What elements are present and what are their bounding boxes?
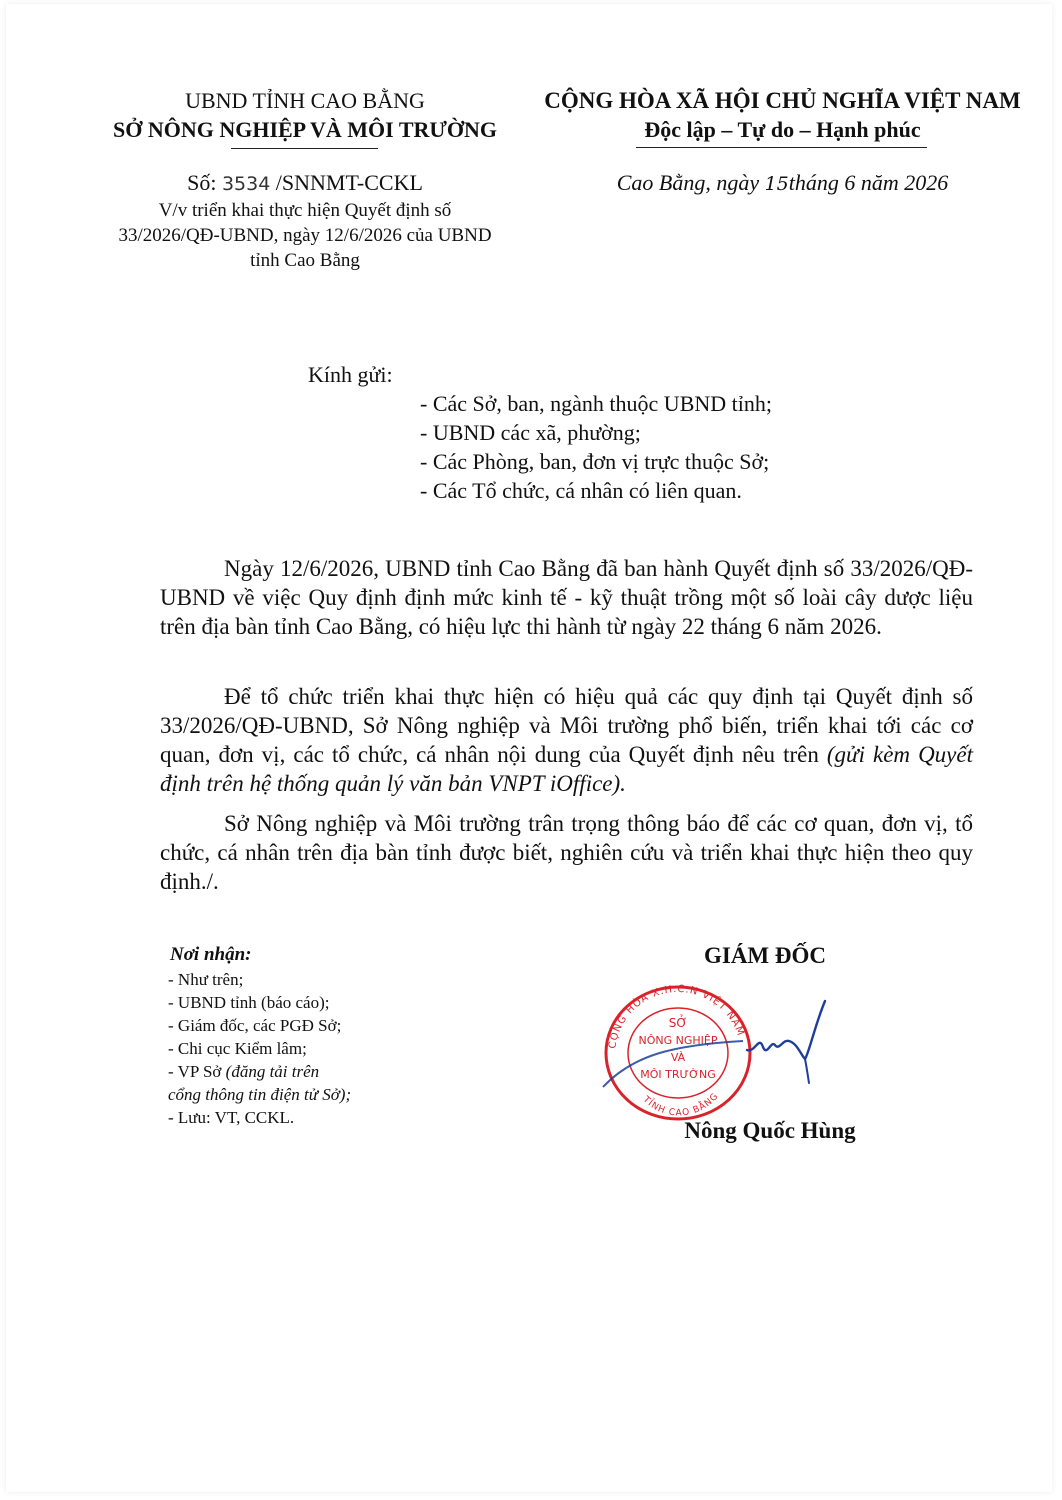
seal-line: VÀ <box>670 1051 686 1064</box>
org-parent: UBND TỈNH CAO BẰNG <box>185 88 425 113</box>
distribution-item: - Lưu: VT, CCKL. <box>168 1108 295 1127</box>
distribution-title: Nơi nhận: <box>170 944 252 965</box>
recipient-item: - Các Sở, ban, ngành thuộc UBND tỉnh; <box>420 391 772 416</box>
subject-line: 33/2026/QĐ-UBND, ngày 12/6/2026 của UBND <box>118 225 492 246</box>
body-paragraph-2 <box>160 682 973 798</box>
vp-note: cổng thông tin điện tử Sở); <box>168 1085 352 1104</box>
org-name: SỞ NÔNG NGHIỆP VÀ MÔI TRƯỜNG <box>112 117 498 142</box>
number-prefix: Số: <box>187 170 217 195</box>
vp-note: (đăng tải trên <box>225 1062 320 1081</box>
org-underline <box>231 148 378 149</box>
motto: Độc lập – Tự do – Hạnh phúc <box>644 117 921 142</box>
seal-outer-text: CỘNG HÒA X.H.C.N VIỆT NAM <box>607 983 747 1050</box>
distribution-item: - UBND tỉnh (báo cáo); <box>168 993 330 1012</box>
signer-title: GIÁM ĐỐC <box>703 943 827 968</box>
recipient-item: - UBND các xã, phường; <box>420 420 641 445</box>
official-seal-icon <box>593 975 763 1125</box>
recipient-item: - Các Phòng, ban, đơn vị trực thuộc Sở; <box>420 449 770 474</box>
seal-bottom-text: TỈNH CAO BẰNG <box>640 1091 721 1119</box>
vp-prefix: - VP Sở <box>168 1062 226 1081</box>
paragraph-italic-note: (gửi kèm Quyết định trên hệ thống quản lý văn bản VNPT iOffice). <box>160 742 973 796</box>
paragraph-text: Để tổ chức triển khai thực hiện có hiệu quả các quy định tại Quyết định số 33/2026/QĐ-UBND, Sở Nông nghiệp và Môi trường phổ biến, triển khai tới các cơ quan, đơn vị, các tổ chức, cá nhân nội dung của Quyết định nêu trên <box>160 684 973 767</box>
date-day: 15 <box>764 173 789 195</box>
motto-underline <box>636 147 927 148</box>
date-prefix: Cao Bằng, ngày <box>616 170 760 195</box>
recipient-item: - Các Tổ chức, cá nhân có liên quan. <box>420 478 742 503</box>
subject-line: V/v triển khai thực hiện Quyết định số <box>158 200 452 221</box>
seal-line: MÔI TRƯỜNG <box>640 1068 716 1081</box>
seal-line: NÔNG NGHIỆP <box>638 1034 718 1047</box>
seal-line: SỞ <box>668 1016 688 1030</box>
country-name: CỘNG HÒA XÃ HỘI CHỦ NGHĨA VIỆT NAM <box>544 88 1021 113</box>
distribution-item <box>168 1062 319 1082</box>
date-suffix: tháng 6 năm 2026 <box>788 170 949 195</box>
body-paragraph-1: Ngày 12/6/2026, UBND tỉnh Cao Bằng đã ban hành Quyết định số 33/2026/QĐ-UBND về việc Quy định định mức kinh tế - kỹ thuật trồng một số loài cây dược liệu trên địa bàn tỉnh Cao Bằng, có hiệu lực thi hành từ ngày 22 tháng 6 năm 2026. <box>160 556 973 639</box>
subject-line: tỉnh Cao Bằng <box>250 250 360 271</box>
document-number <box>80 170 530 196</box>
handwritten-signature-icon <box>745 995 835 1085</box>
distribution-item: - Giám đốc, các PGĐ Sở; <box>168 1016 342 1035</box>
number-suffix: /SNNMT-CCKL <box>275 170 423 195</box>
signer-name: Nông Quốc Hùng <box>684 1118 856 1143</box>
recipients-label: Kính gửi: <box>308 362 393 387</box>
distribution-item <box>168 1085 351 1105</box>
distribution-item: - Như trên; <box>168 970 244 989</box>
distribution-item: - Chi cục Kiểm lâm; <box>168 1039 307 1058</box>
body-paragraph-3: Sở Nông nghiệp và Môi trường trân trọng thông báo để các cơ quan, đơn vị, tổ chức, cá nhân trên địa bàn tỉnh được biết, nghiên cứu và triển khai thực hiện theo quy định./. <box>160 811 973 894</box>
number-value: 3534 <box>221 173 271 195</box>
document-date <box>530 170 1035 196</box>
